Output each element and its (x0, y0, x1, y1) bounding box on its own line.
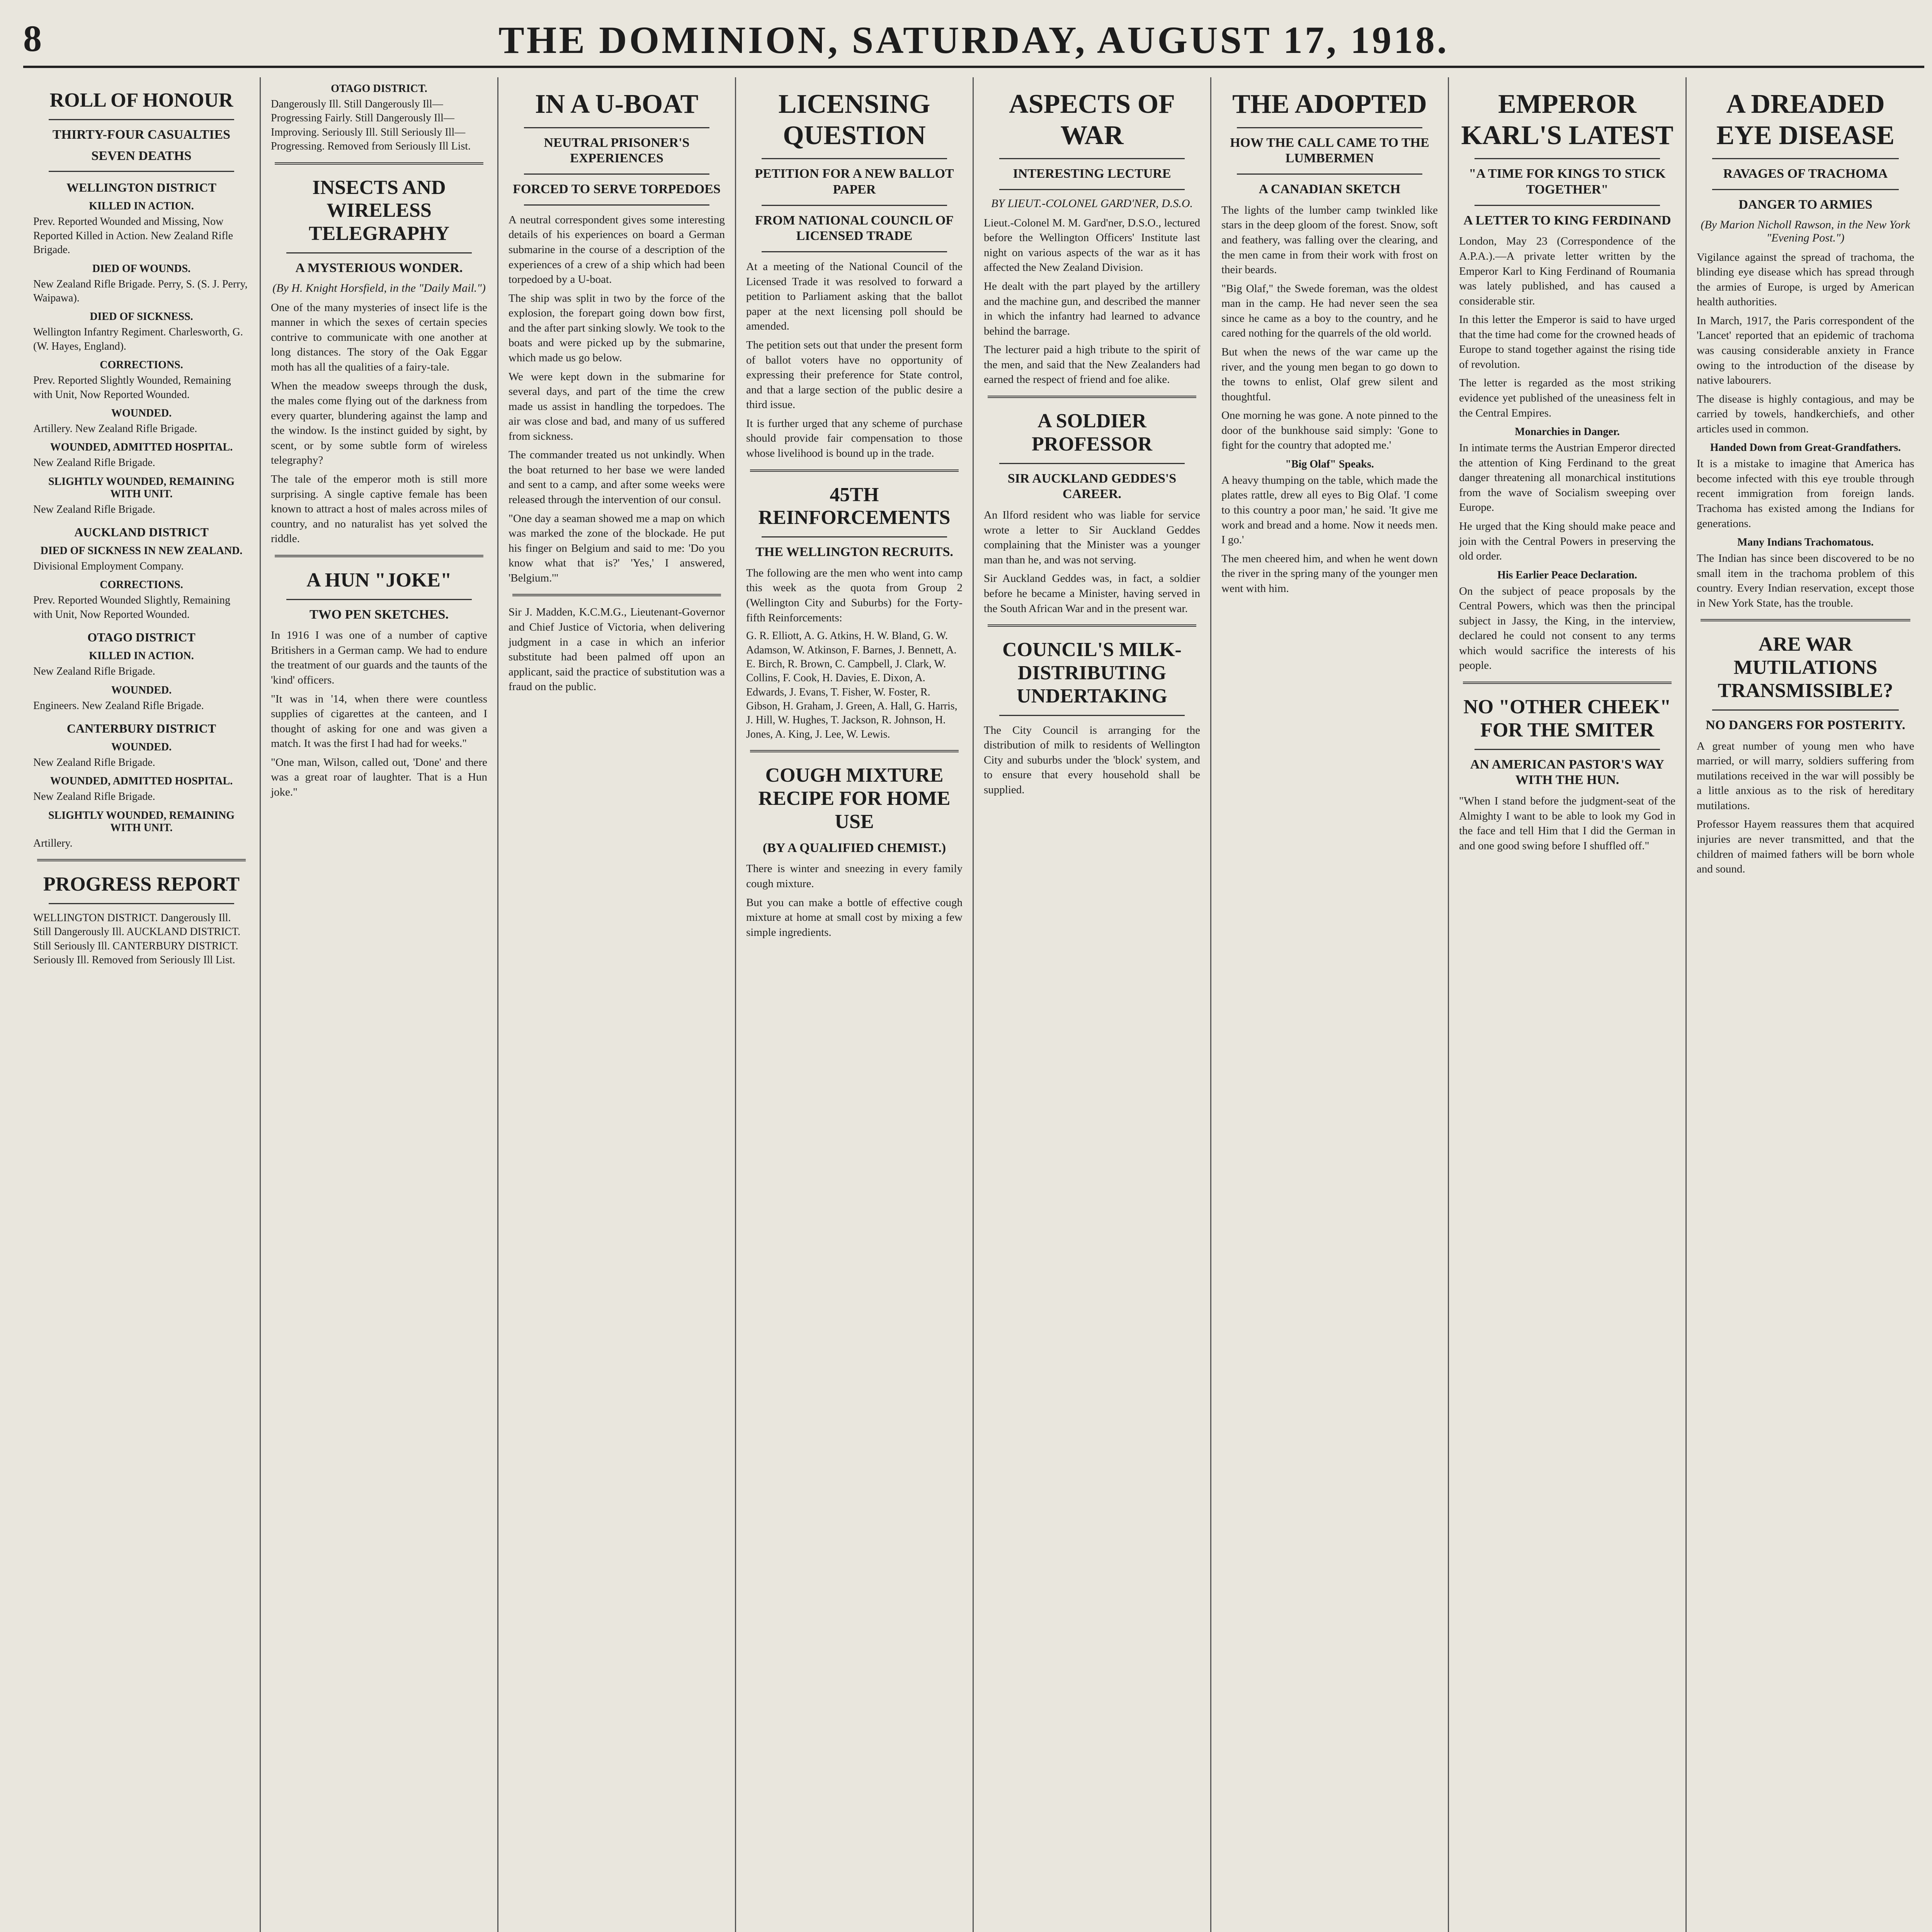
casualty-label: DIED OF SICKNESS. (90, 311, 193, 323)
article-paragraph: The letter is regarded as the most striking evidence yet published of the uneasiness felt in the Central Empires. (1459, 377, 1675, 419)
otago-list-title: OTAGO DISTRICT. (331, 83, 427, 95)
soldier-professor-heading: A SOLDIER PROFESSOR (1031, 410, 1153, 455)
article-paragraph: Vigilance against the spread of trachoma, the blinding eye disease which has spread through the armies of Europe, is urged by American health authorities. (1697, 251, 1914, 308)
column-6 (1211, 77, 1449, 1932)
other-cheek-deck: AN AMERICAN PASTOR'S WAY WITH THE HUN. (1470, 757, 1665, 787)
article-paragraph: One of the many mysteries of insect life is the manner in which the sexes of certain species contrive to communicate with one another at long distances. The story of the Oak Eggar moth has all the qualities of a fairy-tale. (271, 301, 487, 373)
u-boat-deck-2: FORCED TO SERVE TORPEDOES (513, 182, 721, 197)
article-paragraph: A heavy thumping on the table, which made the plates rattle, drew all eyes to Big Olaf. 'I come to this country a poor man,' he said. 'It give me work and bread and a home. Now it needs men. I go.' (1221, 474, 1438, 546)
progress-report-text: WELLINGTON DISTRICT. Dangerously Ill. Still Dangerously Ill. AUCKLAND DISTRICT. Still Seriously Ill. CANTERBURY DISTRICT. Seriously Ill. Removed from Seriously Ill List. (33, 912, 241, 966)
article-paragraph: "When I stand before the judgment-seat of the Almighty I want to be able to look my God in the face and tell Him that I did the German in and one good swing before I shuffled off." (1459, 795, 1675, 852)
casualty-label: WOUNDED. (111, 684, 172, 696)
article-paragraph: But you can make a bottle of effective cough mixture at home at small cost by mixing a few simple ingredients. (746, 896, 963, 939)
armies-deck: DANGER TO ARMIES (1738, 197, 1872, 212)
monarchies-subhead: Monarchies in Danger. (1515, 426, 1620, 438)
casualty-text: New Zealand Rifle Brigade. (33, 503, 155, 515)
article-paragraph: A neutral correspondent gives some interesting details of his experiences on board a German submarine in the course of a description of the experiences of a crew of a ship which had been torpedoed by a U-boat. (509, 213, 725, 286)
column-8 (1687, 77, 1924, 1932)
licensing-deck: PETITION FOR A NEW BALLOT PAPER (755, 167, 954, 197)
reinforcements-deck: THE WELLINGTON RECRUITS. (755, 545, 953, 560)
article-paragraph: There is winter and sneezing in every family cough mixture. (746, 862, 963, 890)
casualty-text: New Zealand Rifle Brigade. (33, 665, 155, 678)
roll-section (33, 476, 250, 517)
casualty-label: SLIGHTLY WOUNDED, REMAINING WITH UNIT. (48, 475, 235, 500)
article-paragraph: In March, 1917, the Paris correspondent of the 'Lancet' reported that an epidemic of trachoma was causing considerable anxiety in France owing to the introduction of the disease by native labourers. (1697, 314, 1914, 387)
roll-section (33, 407, 250, 436)
big-olaf-subhead: "Big Olaf" Speaks. (1285, 458, 1374, 470)
hun-joke-heading: A HUN "JOKE" (306, 569, 452, 591)
casualty-text: Prev. Reported Wounded Slightly, Remaining with Unit, Now Reported Wounded. (33, 594, 230, 621)
roll-section (33, 721, 250, 770)
article-paragraph: The petition sets out that under the present form of ballot voters have no opportunity of expressing their preference for State control, and that a large section of the public desire a third issue. (746, 339, 963, 411)
article-paragraph: It is further urged that any scheme of purchase should provide fair compensation to those whose livelihood is bound up in the trade. (746, 417, 963, 459)
advertisement-text: Sir J. Madden, K.C.M.G., Lieutenant-Governor and Chief Justice of Victoria, when delivering judgment in a case in which an inferior substitute had been palmed off upon an applicant, said the practice of substitution was a fraud on the public. (509, 606, 725, 693)
article-paragraph: The disease is highly contagious, and may be carried by towels, handkerchiefs, and other articles used in common. (1697, 393, 1914, 435)
u-boat-deck: NEUTRAL PRISONER'S EXPERIENCES (544, 135, 690, 166)
war-mutilations-heading: ARE WAR MUTILATIONS TRANSMISSIBLE? (1718, 633, 1893, 702)
article-paragraph: On the subject of peace proposals by the Central Powers, which was then the principal subject in Jassy, the King, in the interview, declared he could not consent to any terms which would sacrifice the interests of his people. (1459, 585, 1675, 672)
eye-disease-heading: A DREADED EYE DISEASE (1716, 89, 1895, 150)
u-boat-heading: IN A U-BOAT (535, 89, 699, 119)
casualty-text: Prev. Reported Wounded and Missing, Now Reported Killed in Action. New Zealand Rifle Brigade. (33, 216, 233, 256)
soldier-professor-deck: SIR AUCKLAND GEDDES'S CAREER. (1007, 471, 1177, 502)
masthead (23, 15, 1924, 68)
aspects-of-war-heading: ASPECTS OF WAR (1009, 89, 1175, 150)
emperor-karl-deck: "A TIME FOR KINGS TO STICK TOGETHER" (1469, 167, 1666, 197)
casualty-label: WOUNDED. (111, 407, 172, 419)
roll-section (33, 684, 250, 713)
casualty-text: Artillery. (33, 837, 73, 849)
otago-list-text: Dangerously Ill. Still Dangerously Ill—Progressing Fairly. Still Dangerously Ill—Improving. Seriously Ill. Still Seriously Ill—Progressing. Removed from Seriously Ill List. (271, 98, 471, 153)
reinforcements-intro: The following are the men who went into camp this week as the quota from Group 2 (Wellington City and Suburbs) for the Forty-fifth Reinforcements: (746, 566, 963, 624)
casualty-label: WOUNDED. (111, 741, 172, 753)
trachoma-deck: RAVAGES OF TRACHOMA (1723, 167, 1888, 181)
milk-distribution-heading: COUNCIL'S MILK-DISTRIBUTING UNDERTAKING (1002, 639, 1182, 707)
great-grandfathers-subhead: Handed Down from Great-Grandfathers. (1710, 442, 1901, 454)
article-paragraph: The lecturer paid a high tribute to the spirit of the men, and said that the New Zealanders had earned the respect of friend and foe alike. (984, 344, 1200, 386)
column-7 (1449, 77, 1687, 1932)
eye-disease-byline: (By Marion Nicholl Rawson, in the New York "Evening Post.") (1701, 218, 1910, 244)
article-paragraph: He urged that the King should make peace and join with the Central Powers in preserving the old order. (1459, 520, 1675, 563)
article-paragraph: London, May 23 (Correspondence of the A.P.A.).—A private letter written by the Emperor Karl to King Ferdinand of Roumania was lately published, and has caused a considerable stir. (1459, 235, 1675, 307)
article-paragraph: Lieut.-Colonel M. M. Gard'ner, D.S.O., lectured before the Wellington Officers' Institute last night on various aspects of the war as it has affected the New Zealand Division. (984, 216, 1200, 274)
district-title: OTAGO DISTRICT (87, 630, 196, 645)
emperor-karl-heading: EMPEROR KARL'S LATEST (1461, 89, 1673, 150)
hun-joke-deck: TWO PEN SKETCHES. (310, 607, 449, 622)
article-paragraph: The City Council is arranging for the distribution of milk to residents of Wellington City and suburbs under the 'block' system, and to ensure that every household shall be supplied. (984, 724, 1200, 796)
article-paragraph: He dealt with the part played by the artillery and the machine gun, and described the manner in which the infantry had learned to advance behind the barrage. (984, 280, 1200, 337)
district-title: CANTERBURY DISTRICT (66, 721, 216, 736)
article-paragraph: The commander treated us not unkindly. When the boat returned to her base we were landed and sent to a camp, and after some weeks were released through the intervention of our consul. (509, 449, 725, 506)
article-paragraph: But when the news of the war came up the river, and the young men began to go down to the towns to enlist, Olaf grew silent and thoughtful. (1221, 345, 1438, 403)
article-paragraph: The tale of the emperor moth is still more surprising. A single captive female has been known to attract a host of males across miles of country, and no naturalist has yet solved the riddle. (271, 473, 487, 545)
casualty-text: Wellington Infantry Regiment. Charlesworth, G. (W. Hayes, England). (33, 326, 243, 352)
page-number: 8 (23, 18, 42, 59)
the-adopted-heading: THE ADOPTED (1232, 89, 1427, 119)
cough-mixture-heading: COUGH MIXTURE RECIPE FOR HOME USE (758, 764, 951, 833)
newspaper-title: THE DOMINION, SATURDAY, AUGUST 17, 1918. (498, 19, 1449, 61)
casualty-text: New Zealand Rifle Brigade. (33, 791, 155, 803)
casualty-text: New Zealand Rifle Brigade. Perry, S. (S. J. Perry, Waipawa). (33, 278, 248, 304)
article-paragraph: One morning he was gone. A note pinned to the door of the bunkhouse said simply: 'Gone to fight for the country that adopted me.' (1221, 409, 1438, 452)
progress-report-heading: PROGRESS REPORT (43, 873, 240, 896)
roll-section (33, 630, 250, 679)
casualty-label: CORRECTIONS. (100, 359, 183, 371)
roll-section (33, 810, 250, 850)
insects-heading: INSECTS AND WIRELESS TELEGRAPHY (308, 176, 450, 245)
casualty-label: DIED OF SICKNESS IN NEW ZEALAND. (40, 545, 243, 557)
casualty-label: KILLED IN ACTION. (89, 650, 194, 662)
article-paragraph: The men cheered him, and when he went down the river in the spring many of the younger men went with him. (1221, 552, 1438, 595)
article-paragraph: The Indian has since been discovered to be no small item in the trachoma problem of this country. Every Indian reservation, except those in New York State, has the trouble. (1697, 552, 1914, 609)
adopted-deck-2: A CANADIAN SKETCH (1259, 182, 1401, 197)
article-paragraph: The lights of the lumber camp twinkled like stars in the deep gloom of the forest. Snow, soft and feathery, was falling over the clearing, and the men came in from their work with frost on their beards. (1221, 204, 1438, 276)
column-1 (23, 77, 261, 1932)
article-paragraph: We were kept down in the submarine for several days, and part of the time the crew made us assist in handling the torpedoes. The air was close and bad, and many of us suffered from sickness. (509, 370, 725, 442)
roll-section (33, 579, 250, 622)
cough-mixture-deck: (BY A QUALIFIED CHEMIST.) (762, 840, 946, 855)
emperor-karl-deck-2: A LETTER TO KING FERDINAND (1463, 213, 1671, 228)
aspects-byline: BY LIEUT.-COLONEL GARD'NER, D.S.O. (991, 197, 1193, 210)
article-paragraph: At a meeting of the National Council of the Licensed Trade it was resolved to forward a petition to Parliament asking that the ballot paper at the next licensing poll should be amended. (746, 260, 963, 333)
casualty-label: CORRECTIONS. (100, 579, 183, 591)
article-paragraph: When the meadow sweeps through the dusk, the males come flying out of the darkness from every quarter, blundering against the lamp and the window. Is the instinct guided by sight, by scent, or by some subtle form of wireless telegraphy? (271, 379, 487, 467)
article-paragraph: In intimate terms the Austrian Emperor directed the attention of King Ferdinand to the great danger threatening all monarchical institutions from the wave of Socialism sweeping over Europe. (1459, 442, 1675, 514)
article-paragraph: Sir Auckland Geddes was, in fact, a soldier before he became a Minister, having served in the South African War and in the present war. (984, 572, 1200, 615)
column-5 (974, 77, 1211, 1932)
casualty-text: New Zealand Rifle Brigade. (33, 757, 155, 769)
roll-section (33, 263, 250, 306)
casualty-label: WOUNDED, ADMITTED HOSPITAL. (50, 441, 233, 454)
indians-subhead: Many Indians Trachomatous. (1737, 536, 1874, 549)
other-cheek-heading: NO "OTHER CHEEK" FOR THE SMITER (1463, 696, 1671, 741)
article-paragraph: An Ilford resident who was liable for service wrote a letter to Sir Auckland Geddes complaining that the Minister was a younger man than he, and was not serving. (984, 509, 1200, 566)
casualty-text: Artillery. New Zealand Rifle Brigade. (33, 422, 197, 435)
casualty-text: Engineers. New Zealand Rifle Brigade. (33, 699, 204, 712)
casualty-label: DIED OF WOUNDS. (92, 262, 191, 275)
casualty-label: WOUNDED, ADMITTED HOSPITAL. (50, 775, 233, 787)
licensing-deck-2: FROM NATIONAL COUNCIL OF LICENSED TRADE (755, 213, 954, 243)
article-paragraph: It is a mistake to imagine that America has become infected with this eye trouble through recent immigration from foreign lands. Trachoma has existed among the Indians for generations. (1697, 457, 1914, 530)
columns (23, 77, 1924, 1932)
casualty-text: Divisional Employment Company. (33, 560, 184, 573)
casualty-label: KILLED IN ACTION. (89, 200, 194, 213)
casualty-label: SLIGHTLY WOUNDED, REMAINING WITH UNIT. (48, 809, 235, 834)
casualty-text: Prev. Reported Slightly Wounded, Remaining with Unit, Now Reported Wounded. (33, 374, 231, 401)
casualty-text: New Zealand Rifle Brigade. (33, 457, 155, 469)
column-3 (498, 77, 736, 1932)
roll-section (33, 311, 250, 354)
district-title: AUCKLAND DISTRICT (74, 525, 209, 539)
roll-of-honour-heading: ROLL OF HONOUR (49, 89, 233, 111)
roll-section (33, 180, 250, 257)
article-paragraph: "It was in '14, when there were countless supplies of cigarettes at the canteen, and I thought of asking for one and was given a match. It was the first I had had for weeks." (271, 692, 487, 750)
reinforcements-heading: 45TH REINFORCEMENTS (758, 483, 951, 529)
roll-section (33, 359, 250, 402)
posterity-deck: NO DANGERS FOR POSTERITY. (1706, 718, 1905, 732)
article-paragraph: "One man, Wilson, called out, 'Done' and there was a great roar of laughter. That is a Hun joke." (271, 756, 487, 798)
article-paragraph: In 1916 I was one of a number of captive Britishers in a German camp. We had to endure the treatment of our guards and the taunts of the 'kind' officers. (271, 629, 487, 687)
article-paragraph: In this letter the Emperor is said to have urged that the time had come for the crowned heads of Europe to stand together against the rising tide of revolution. (1459, 313, 1675, 371)
reinforcements-names: G. R. Elliott, A. G. Atkins, H. W. Bland, G. W. Adamson, W. Atkinson, F. Barnes, J. Bennett, A. E. Birch, R. Brown, C. Campbell, J. Clark, W. Collins, F. Cook, H. Davies, E. Dixon, A. Edwards, J. Evans, T. Fisher, W. Foster, R. Gibson, H. Graham, J. Green, A. Hall, G. Harris, J. Hill, W. Hughes, T. Jackson, R. Johnson, H. Jones, A. King, J. Lee, W. Lewis. (746, 630, 957, 740)
article-paragraph: Professor Hayem reassures them that acquired injuries are never transmitted, and that the children of maimed fathers will be born whole and sound. (1697, 818, 1914, 876)
column-4 (736, 77, 974, 1932)
deaths-deck: SEVEN DEATHS (91, 148, 192, 163)
column-2 (261, 77, 498, 1932)
insects-deck: A MYSTERIOUS WONDER. (295, 260, 463, 275)
casualties-subheading: THIRTY-FOUR CASUALTIES (52, 127, 231, 142)
peace-declaration-subhead: His Earlier Peace Declaration. (1497, 569, 1637, 581)
article-paragraph: The ship was split in two by the force of the explosion, the forepart going down bow first, and the after part sinking slowly. We took to the boats and were picked up by the submarine, which made us go below. (509, 292, 725, 364)
adopted-deck: HOW THE CALL CAME TO THE LUMBERMEN (1230, 135, 1429, 166)
insects-byline: (By H. Knight Horsfield, in the "Daily Mail.") (272, 281, 486, 294)
article-paragraph: "Big Olaf," the Swede foreman, was the oldest man in the camp. He had never seen the sea since he came as a boy to the country, and he cared nothing for the quarrels of the old world. (1221, 282, 1438, 340)
district-title: WELLINGTON DISTRICT (66, 180, 216, 195)
article-paragraph: A great number of young men who have married, or will marry, soldiers suffering from mutilations received in the war will possibly be a little anxious as to the risk of hereditary mutilations. (1697, 740, 1914, 812)
roll-section (33, 775, 250, 804)
aspects-deck: INTERESTING LECTURE (1013, 167, 1171, 181)
roll-section (33, 525, 250, 573)
roll-section (33, 441, 250, 470)
article-paragraph: "One day a seaman showed me a map on which was marked the zone of the blockade. He put his finger on Belgium and said to me: 'Do you know what that is?' 'Yes,' I answered, 'Belgium.'" (509, 512, 725, 584)
licensing-heading: LICENSING QUESTION (778, 89, 930, 150)
